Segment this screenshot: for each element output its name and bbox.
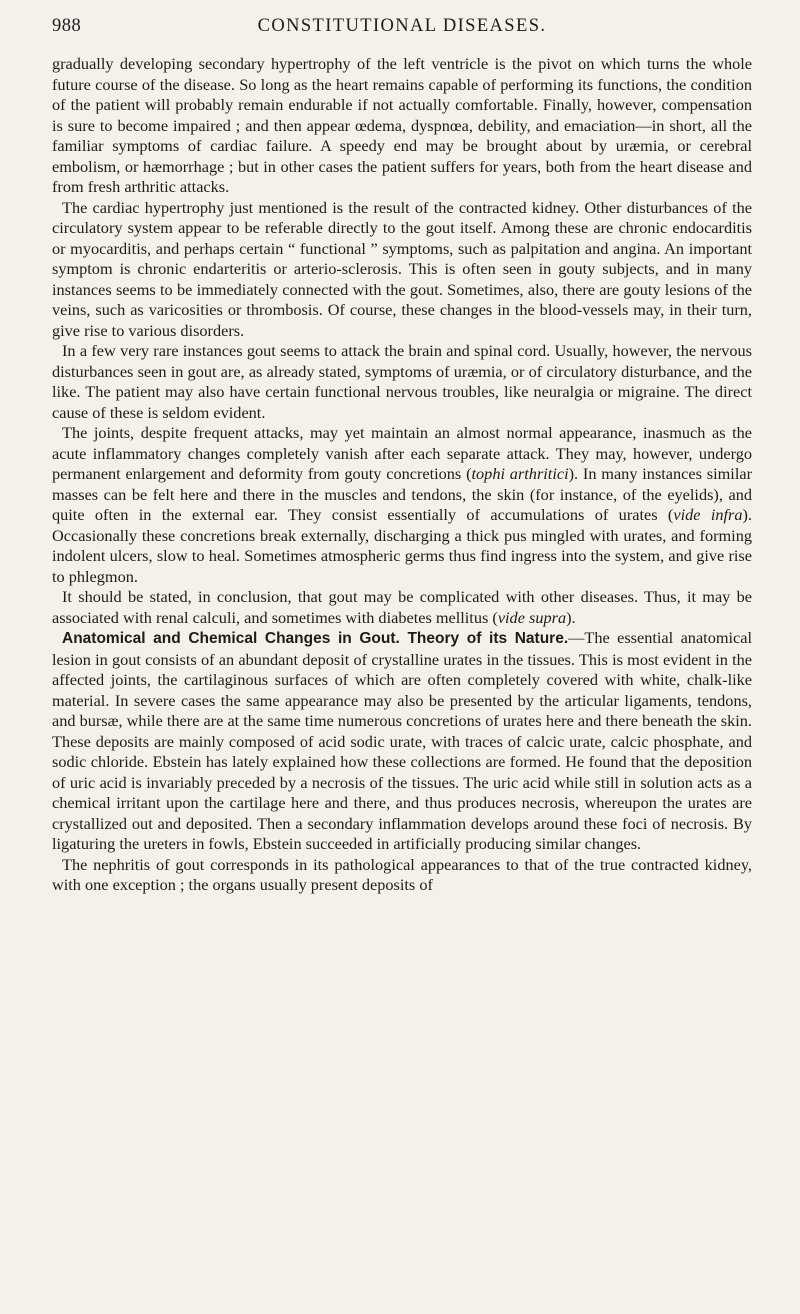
text-run: In a few very rare instances gout seems to attack the brain and spinal cord. Usually, however, the nervous disturbances seen in gout are, as already stated, symptoms of uræmia, or of circulatory disturbance, and the like. The patient may also have certain functional nervous troubles, like neuralgia or migraine. The direct cause of these is seldom evident. bbox=[52, 341, 752, 422]
text-run: ). bbox=[566, 607, 576, 627]
italic-phrase: vide infra bbox=[673, 505, 743, 524]
paragraph bbox=[52, 54, 752, 198]
italic-phrase: vide supra bbox=[497, 607, 567, 627]
italic-phrase: tophi arthritici bbox=[471, 464, 569, 483]
text-run: The joints, despite frequent attacks, may yet maintain an almost normal appearance, inasmuch as the acute inflammatory changes completely vanish after each separate attack. They may, however, undergo permanent enlargement and deformity from gouty concretions ( bbox=[52, 423, 752, 483]
text-run: The cardiac hypertrophy just mentioned is the result of the contracted kidney. Other disturbances of the circulatory system appear to be referable directly to the gout itself. Among these are chronic endocarditis or myocarditis, and perhaps certain “ functional ” symptoms, such as palpitation and angina. An important symptom is chronic endarteritis or arterio-sclerosis. This is often seen in gouty subjects, and in many instances seems to be immediately connected with the gout. Sometimes, also, there are gouty lesions of the veins, such as varicosities or thrombosis. Of course, these changes in the blood-vessels may, in their turn, give rise to various disorders. bbox=[52, 197, 752, 340]
running-title: CONSTITUTIONAL DISEASES. bbox=[257, 16, 547, 36]
paragraph bbox=[52, 587, 752, 628]
paragraph bbox=[52, 341, 752, 423]
text-run: The nephritis of gout corresponds in its pathological appearances to that of the true contracted kidney, with one exception ; the organs usually present deposits of bbox=[52, 854, 752, 894]
text-run: gradually developing secondary hypertrophy of the left ventricle is the pivot on which turns the whole future course of the disease. So long as the heart remains capable of performing its functions, the condition of the patient will probably remain endurable if not actually comfortable. Finally, however, compensation is sure to become impaired ; and then appear œdema, dyspnœa, debility, and emaciation—in short, all the familiar symptoms of cardiac failure. A speedy end may be brought about by uræmia, or cerebral embolism, or hæmorrhage ; but in other cases the patient suffers for years, both from the heart disease and from fresh arthritic attacks. bbox=[52, 54, 752, 196]
paragraph bbox=[52, 855, 752, 896]
running-header bbox=[52, 16, 752, 40]
text-run: ). In many instances similar masses can be felt here and there in the muscles and tendons, the skin (for instance, of the eyelids), and quite often in the external ear. They consist essentially of accumulations of urates ( bbox=[52, 464, 752, 524]
body-text bbox=[52, 54, 752, 896]
text-run: ). Occasionally these concretions break externally, discharging a thick pus mingled with urates, and forming indolent ulcers, slow to heal. Sometimes atmospheric germs thus find ingress into the system, and give rise to phlegmon. bbox=[52, 505, 752, 586]
text-run: It should be stated, in conclusion, that gout may be complicated with other diseases. Thus, it may be associated with renal calculi, and sometimes with diabetes mellitus ( bbox=[52, 587, 752, 627]
text-run: —The essential anatomical lesion in gout consists of an abundant deposit of crystalline urates in the tissues. This is most evident in the affected joints, the cartilaginous surfaces of which are often completely covered with white, chalk-like material. In severe cases the same appearance may also be presented by the articular ligaments, tendons, and bursæ, while there are at the same time numerous concretions of urates here and there beneath the skin. These deposits are mainly composed of acid sodic urate, with traces of calcic urate, calcic phosphate, and sodic chloride. Ebstein has lately explained how these collections are formed. He found that the deposition of uric acid is invariably preceded by a necrosis of the tissues. The uric acid while still in solution acts as a chemical irritant upon the cartilage here and there, and thus produces necrosis, whereupon the urates are crystallized out and deposited. Then a secondary inflammation develops around these foci of necrosis. By ligaturing the ureters in fowls, Ebstein succeeded in artificially producing similar changes. bbox=[52, 628, 752, 853]
paragraph bbox=[52, 628, 752, 855]
section-heading: Anatomical and Chemical Changes in Gout. Theory of its Nature. bbox=[62, 630, 569, 647]
paragraph bbox=[52, 198, 752, 342]
paragraph bbox=[52, 423, 752, 587]
page-number: 988 bbox=[52, 16, 82, 36]
